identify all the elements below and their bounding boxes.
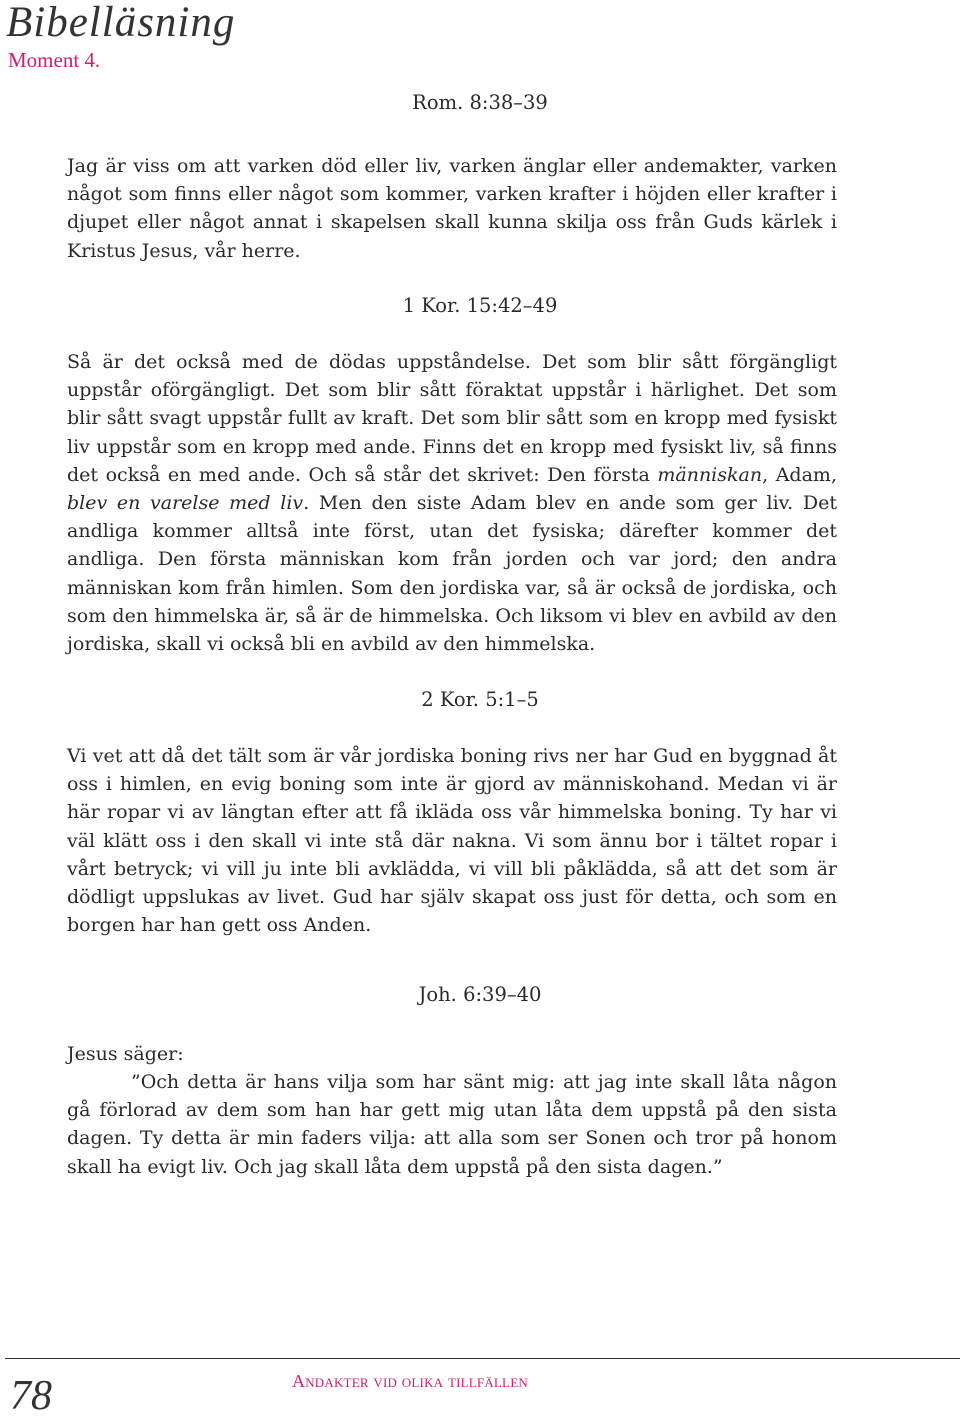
text-segment: . Men den siste Adam blev en ande som ger liv. Det andliga kommer alltså inte först, utan det fysiska; därefter kommer det andliga. Den första människan kom från jorden och var jord; den andra människan kom från himlen. Som den jordiska var, så är också de jordiska, och som den himmelska är, så är de himmelska. Och liksom vi blev en avbild av den jordiska, skall vi också bli en avbild av den himmelska. [67,492,837,656]
text-segment: Så är det också med de dödas uppståndelse. Det som blir sått förgängligt uppstår oförgängligt. Det som blir sått föraktat uppstår i härlighet. Det som blir sått svagt uppstår fullt av kraft. Det som blir sått som en kropp med fysiskt liv uppstår som en kropp med ande. Finns det en kropp med fysiskt liv, så finns det också en med ande. Och så står det skrivet: Den första [67,351,837,486]
text-segment: , Adam, [762,463,837,486]
scripture-reference: Joh. 6:39–40 [418,983,542,1006]
italic-segment: blev en varelse med liv [67,492,304,515]
page-number: 78 [10,1373,52,1419]
page-subtitle: Moment 4. [8,48,101,72]
scripture-reference: 2 Kor. 5:1–5 [421,688,539,711]
scripture-text: Jag är viss om att varken död eller liv, varken änglar eller andemakter, varken något som finns eller något som kommer, varken krafter i höjden eller krafter i djupet eller något annat i skapelsen skall kunna skilja oss från Guds kärlek i Kristus Jesus, vår herre. [67,155,837,262]
running-footer: Andakter vid olika tillfällen [292,1371,528,1391]
scripture-intro: Jesus säger: [67,1043,184,1065]
scripture-text: Vi vet att då det tält som är vår jordiska boning rivs ner har Gud en byggnad åt oss i himlen, en evig boning som inte är gjord av människohand. Medan vi är här ropar vi av längtan efter att få ikläda oss vår himmelska boning. Ty har vi väl klätt oss i den skall vi inte stå där nakna. Vi som ännu bor i tältet ropar i vårt betryck; vi vill ju inte bli avklädda, vi vill bli påklädda, så att det som är dödligt uppslukas av livet. Gud har själv skapat oss just för detta, och som en borgen har han gett oss Anden. [67,745,837,937]
scripture-text [67,1068,837,1181]
page-title: Bibelläsning [6,0,236,46]
scripture-reference: Rom. 8:38–39 [412,91,548,114]
footer-divider [5,1358,960,1359]
scripture-reference: 1 Kor. 15:42–49 [402,294,558,317]
italic-segment: människan [657,463,763,486]
quote-text: ”Och detta är hans vilja som har sänt mig: att jag inte skall låta någon gå förlorad av dem som han har gett mig utan låta dem uppstå på den sista dagen. Ty detta är min faders vilja: att alla som ser Sonen och tror på honom skall ha evigt liv. Och jag skall låta dem uppstå på den sista dagen.” [67,1071,837,1178]
scripture-text [67,348,837,658]
